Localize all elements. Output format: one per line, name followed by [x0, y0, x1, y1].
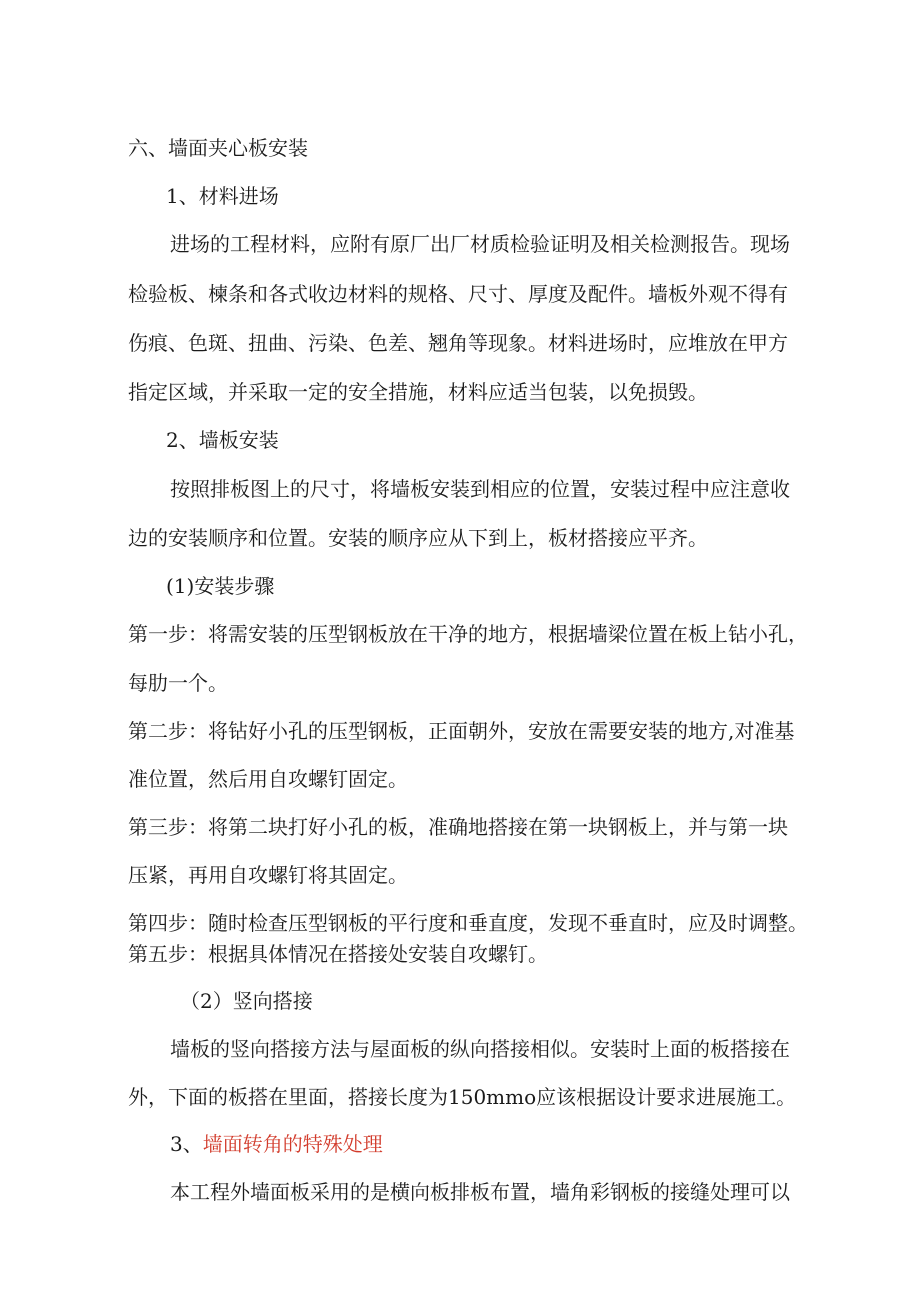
paragraph-line: 外，下面的板搭在里面，搭接长度为150mmo应该根据设计要求进展施工。 — [128, 1085, 797, 1109]
paragraph-line: 检验板、楝条和各式收边材料的规格、尺寸、厚度及配件。墙板外观不得有 — [128, 282, 788, 306]
step-line: 第一步：将需安装的压型钢板放在干净的地方，根据墙梁位置在板上钻小孔， — [128, 622, 808, 646]
highlighted-heading-text: 墙面转角的特殊处理 — [202, 1132, 383, 1156]
subsection-heading: （2）竖向搭接 — [180, 989, 313, 1013]
paragraph-line: 边的安装顺序和位置。安装的顺序应从下到上，板材搭接应平齐。 — [128, 526, 708, 550]
step-line: 第五步：根据具体情况在搭接处安装自攻螺钉。 — [128, 942, 548, 966]
step-line: 第四步：随时检查压型钢板的平行度和垂直度，发现不垂直时，应及时调整。 — [128, 911, 808, 935]
step-line: 压紧，再用自攻螺钉将其固定。 — [128, 863, 408, 887]
section-heading: 六、墙面夹心板安装 — [128, 136, 308, 160]
paragraph-line: 按照排板图上的尺寸，将墙板安装到相应的位置，安装过程中应注意收 — [170, 477, 790, 501]
step-line: 第二步：将钻好小孔的压型钢板，正面朝外，安放在需要安装的地方,对准基 — [128, 719, 795, 743]
subsection-heading — [170, 1130, 383, 1158]
paragraph-line: 指定区域，并采取一定的安全措施，材料应适当包装，以免损毁。 — [128, 380, 708, 404]
paragraph-line: 伤痕、色斑、扭曲、污染、色差、翘角等现象。材料进场时，应堆放在甲方 — [128, 331, 788, 355]
step-line: 每肋一个。 — [128, 671, 228, 695]
paragraph-line: 进场的工程材料，应附有原厂出厂材质检验证明及相关检测报告。现场 — [170, 232, 790, 256]
subsection-number: 3、 — [170, 1132, 203, 1156]
subsection-heading: (1)安装步骤 — [166, 574, 275, 598]
subsection-heading: 2、墙板安装 — [166, 428, 279, 452]
paragraph-line: 本工程外墙面板采用的是横向板排板布置，墙角彩钢板的接缝处理可以 — [170, 1180, 790, 1204]
step-line: 准位置，然后用自攻螺钉固定。 — [128, 767, 408, 791]
step-line: 第三步：将第二块打好小孔的板，准确地搭接在第一块钢板上，并与第一块 — [128, 815, 788, 839]
subsection-heading: 1、材料进场 — [166, 184, 279, 208]
paragraph-line: 墙板的竖向搭接方法与屋面板的纵向搭接相似。安装时上面的板搭接在 — [170, 1037, 790, 1061]
